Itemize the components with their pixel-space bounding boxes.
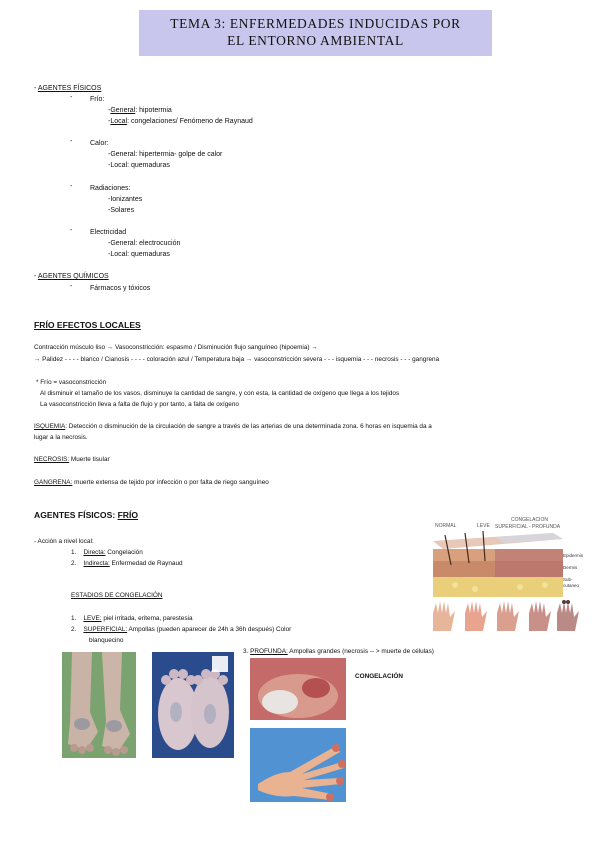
skin-diagram-svg — [425, 513, 585, 637]
necrosis-definition: NECROSIS: Muerte tisular — [34, 456, 110, 463]
hand-necrosis — [557, 600, 579, 631]
agentes-fisicos-heading: - AGENTES FÍSICOS — [34, 85, 102, 92]
radiaciones-item: Radiaciones: — [90, 185, 131, 192]
ionizantes-item: -Ionizantes — [108, 196, 143, 203]
accion-item-2: 2. Indirecta: Enfermedad de Raynaud — [71, 560, 183, 567]
agentes-frio-heading: AGENTES FÍSICOS: FRÍO — [34, 510, 139, 520]
isquemia-definition: ISQUEMIA: Detección o disminución de la circulación de sangre a través de las arterias de una determinada zona. 6 horas en isquemia da a — [34, 423, 432, 430]
estadio-profunda: 3. PROFUNDA: Ampollas grandes (necrosis -- > muerte de células) — [243, 648, 434, 655]
electricidad-general: -General: electrocución — [108, 240, 181, 247]
label-congelacion: CONGELACION — [511, 517, 548, 523]
calor-local: -Local: quemaduras — [108, 162, 170, 169]
gangrena-definition: GANGRENA: muerte extensa de tejido por infección o por falta de riego sanguíneo — [34, 479, 269, 486]
hand-leve — [465, 601, 487, 631]
label-sub: Sub- — [563, 577, 573, 582]
solares-item: -Solares — [108, 207, 135, 214]
note-line-3: La vasoconstricción lleva a falta de flujo y por tanto, a falta de oxígeno — [40, 401, 239, 408]
fat-cell — [472, 586, 478, 592]
electricidad-local: -Local: quemaduras — [108, 251, 170, 258]
frostbite-skin-diagram — [425, 513, 585, 637]
label-epidermis: Epidermis — [563, 553, 584, 558]
label-normal: NORMAL — [435, 523, 457, 529]
estadio-superficial-2: blanquecino — [89, 637, 124, 644]
electricidad-item: Electricidad — [90, 229, 127, 236]
accion-nivel-local: - Acción a nivel local: — [34, 538, 94, 545]
hand-normal — [433, 601, 455, 631]
note-line-2: Al disminuir el tamaño de los vasos, disminuye la cantidad de sangre, y con esta, la cantidad de oxígeno que llega a los tejidos — [40, 390, 400, 397]
hand-profunda — [529, 601, 551, 631]
note-line-1: * Frío = vasoconstricción — [36, 379, 107, 386]
frio-item: Frío: — [90, 96, 105, 103]
fat-cell — [452, 582, 458, 588]
frio-efectos-heading: FRÍO EFECTOS LOCALES — [34, 320, 141, 330]
calor-item: Calor: — [90, 140, 109, 147]
frostbite-soles-photo — [152, 652, 234, 758]
bullet-dash: - — [70, 227, 73, 234]
label-leve: LEVE — [477, 523, 490, 529]
bullet-dash: - — [70, 283, 73, 290]
isquemia-definition-2: lugar a la necrosis. — [34, 434, 88, 441]
page-title — [139, 10, 492, 56]
calor-general: -General: hipertermia- golpe de calor — [108, 151, 223, 158]
efectos-line-1: Contracción músculo liso → Vasoconstricción: espasmo / Disminución flujo sanguíneo (hipoemia) → — [34, 344, 318, 351]
accion-item-1: 1. Directa: Congelación — [71, 549, 143, 556]
title-line-1: TEMA 3: ENFERMEDADES INDUCIDAS POR — [170, 16, 461, 31]
bullet-dash: - — [70, 94, 73, 101]
frostbite-toe-photo — [250, 658, 346, 720]
estadio-leve: 1. LEVE: piel irritada, eritema, parestesia — [71, 615, 193, 622]
fat-cell — [542, 582, 548, 588]
hand-superficial — [497, 601, 519, 631]
frostbite-feet-photo-1 — [62, 652, 136, 758]
title-line-2: EL ENTORNO AMBIENTAL — [227, 33, 404, 48]
estadios-heading: ESTADIOS DE CONGELACIÓN — [71, 592, 163, 599]
damaged-region — [495, 549, 563, 577]
frio-general: -General: hipotermia — [108, 107, 172, 114]
label-dermis: Dermis — [563, 565, 578, 570]
farmacos-item: Fármacos y tóxicos — [90, 285, 151, 292]
agentes-quimicos-heading: - AGENTES QUÍMICOS — [34, 273, 109, 280]
label-cutaneo: cutaneo — [563, 583, 580, 588]
frostbite-hand-photo — [250, 728, 346, 802]
bullet-dash: - — [70, 138, 73, 145]
bullet-dash: - — [70, 183, 73, 190]
congelacion-caption: CONGELACIÓN — [355, 673, 403, 680]
estadio-superficial: 2. SUPERFICIAL: Ampollas (pueden aparecer de 24h a 36h después) Color — [71, 626, 292, 633]
frio-local: -Local: congelaciones/ Fenómeno de Raynaud — [108, 118, 253, 125]
label-sup-prof: SUPERFICIAL - PROFUNDA — [495, 524, 561, 530]
efectos-line-2: → Palidez - - - - blanco / Cianosis - - - - coloración azul / Temperatura baja → vasoconstricción severa - - - isquemia - - - necrosis - - - gangrena — [34, 356, 440, 363]
fat-cell — [517, 584, 523, 590]
